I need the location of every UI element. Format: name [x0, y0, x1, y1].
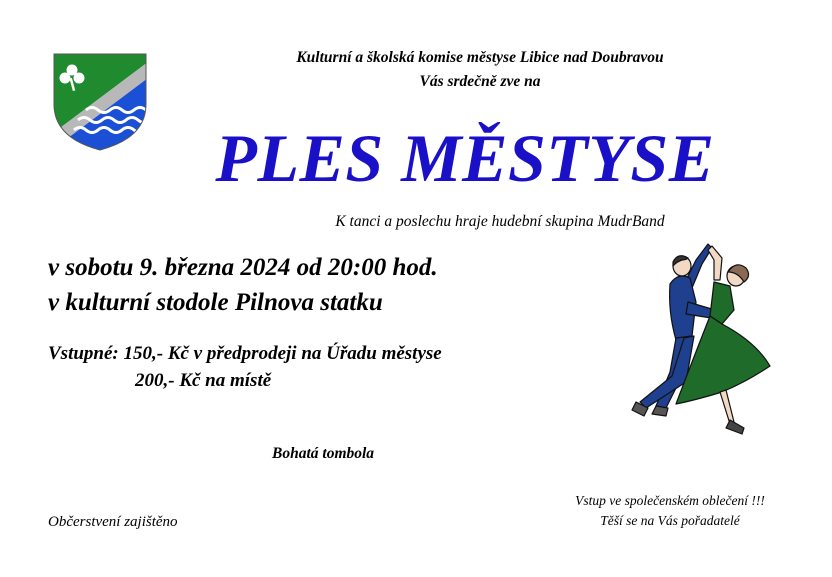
- organizers-note: Těší se na Vás pořadatelé: [600, 513, 740, 528]
- dress-code-note: Vstup ve společenském oblečení !!!: [575, 493, 765, 508]
- entry-price-door: 200,- Kč na místě: [135, 370, 272, 391]
- entry-price-presale: Vstupné: 150,- Kč v předprodeji na Úřadu městyse: [48, 343, 442, 364]
- ballroom-dancers-icon: [626, 232, 776, 440]
- refreshments-note: Občerstvení zajištěno: [48, 514, 178, 530]
- event-venue: v kulturní stodole Pilnova statku: [48, 289, 383, 316]
- event-date: v sobotu 9. března 2024 od 20:00 hod.: [48, 254, 438, 281]
- organizer-line: Kulturní a školská komise městyse Libice nad Doubravou: [296, 49, 664, 66]
- event-title: PLES MĚSTYSE: [215, 120, 715, 196]
- band-line: K tanci a poslechu hraje hudební skupina MudrBand: [335, 213, 665, 230]
- invitation-line: Vás srdečně zve na: [419, 73, 541, 90]
- coat-of-arms-icon: [52, 52, 148, 152]
- tombola-note: Bohatá tombola: [272, 445, 375, 462]
